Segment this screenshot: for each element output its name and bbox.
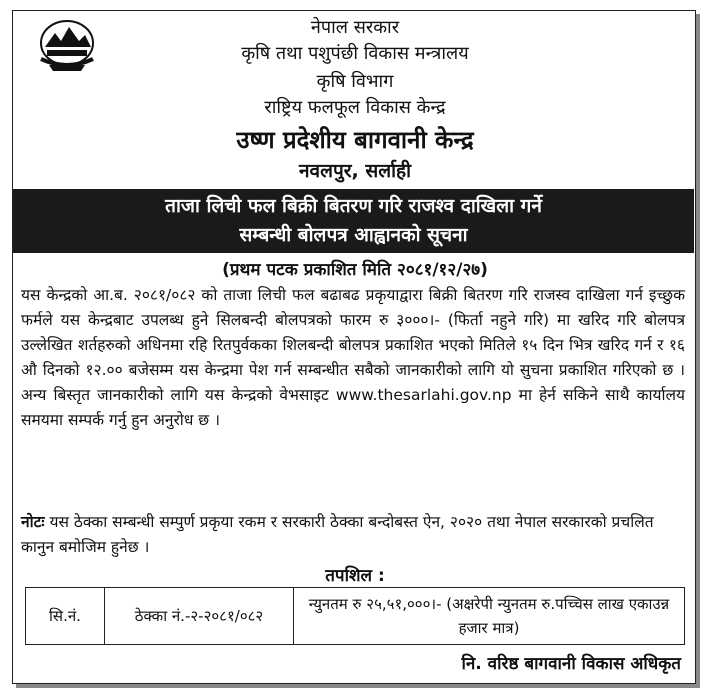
notice-body: यस केन्द्रको आ.ब. २०८१/०८२ को ताजा लिची फल बढाबढ प्रकृयाद्वारा बिक्री बितरण गरि राजस्व दाखिला गर्न इच्छुक फर्मले यस केन्द्रबाट उपलब्ध हुने सिलबन्दी बोलपत्रको फारम रु ३०००।- (फिर्ता नहुने गरि) मा खरिद गरि बोलपत्र उल्लेखित शर्तहरुको अधिनमा रहि रितपुर्वकका शिलबन्दी बोलपत्र प्रकाशित भएको मितिले १५ दिन भित्र खरिद गर्न र १६ औ दिनको १२.०० बजेसम्म यस केन्द्रमा पेश गर्न सम्बन्धीत सबैको जानकारीको लागि यो सुचना प्रकाशित गरिएको छ । अन्य बिस्तृत जानकारीको लागि यस केन्द्रको वेभसाइट www.thesarlahi.gov.np मा हेर्न सकिने साथै कार्यालय समयमा सम्पर्क गर्नु हुन अनुरोध छ । [21, 286, 685, 429]
banner-line-2: सम्बन्धी बोलपत्र आह्वानको सूचना [239, 224, 468, 246]
header-centre-name: उष्ण प्रदेशीय बागवानी केन्द्र [236, 126, 474, 154]
shadow-bottom [16, 684, 700, 688]
minimum-amount-cell: न्युनतम रु २५,५१,०००।- (अक्षरेपी न्युनतम रु.पच्चिस लाख एकाउन्न हजार मात्र) [294, 588, 685, 645]
note-text: यस ठेक्का सम्बन्धी सम्पुर्ण प्रकृया रकम र सरकारी ठेक्का बन्दोबस्त ऐन, २०२० तथा नेपाल सरकारको प्रचलित कानुन बमोजिम हुनेछ । [21, 513, 654, 556]
header-national-centre: राष्ट्रिय फलफूल विकास केन्द्र [264, 97, 446, 118]
note-label: नोटः [21, 513, 45, 531]
signatory-title: नि. वरिष्ठ बागवानी विकास अधिकृत [461, 654, 681, 674]
header-govt: नेपाल सरकार [310, 17, 400, 38]
contract-number-cell: ठेक्का नं.-२-२०८१/०८२ [105, 588, 294, 645]
header-ministry: कृषि तथा पशुपंछी विकास मन्त्रालय [241, 43, 469, 64]
notice-box [12, 10, 696, 684]
schedule-title: तपशिल : [325, 566, 385, 586]
publication-date: (प्रथम पटक प्रकाशित मिति २०८१/१२/२७) [222, 260, 488, 280]
notice-title-banner [13, 189, 694, 253]
schedule-table [25, 587, 685, 645]
header-department: कृषि विभाग [316, 71, 394, 92]
banner-line-1: ताजा लिची फल बिक्री बितरण गरि राजश्व दाखिला गर्ने [165, 195, 542, 217]
table-row [26, 588, 685, 645]
note-paragraph [21, 510, 685, 560]
serial-number-cell: सि.नं. [26, 588, 105, 645]
header-location: नवलपुर, सर्लाही [298, 160, 412, 182]
